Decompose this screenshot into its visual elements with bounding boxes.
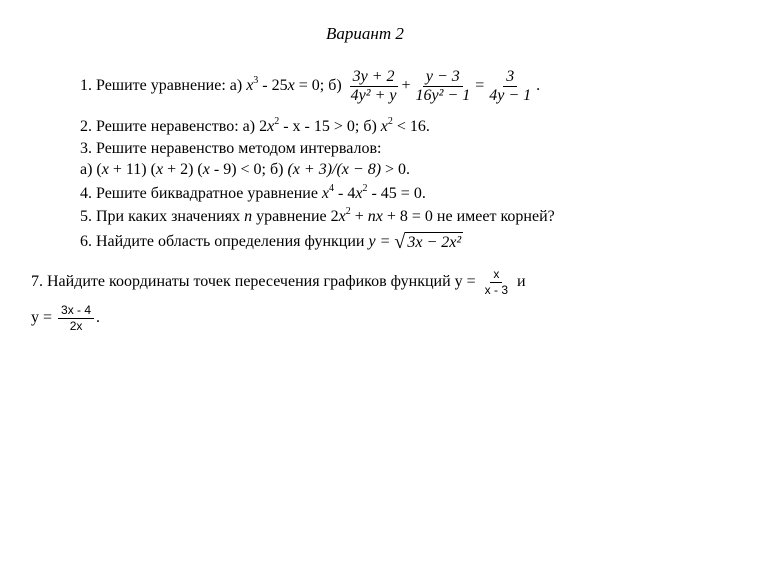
task-1-fraction-3	[486, 68, 534, 105]
task-1-rest: - 25	[258, 77, 288, 95]
equals-sign: =	[475, 77, 485, 95]
task-5-mid2: +	[350, 208, 368, 225]
fraction-denominator: 4y − 1	[489, 87, 532, 104]
task-3-fraction-expression: (x + 3)/(x − 8)	[287, 161, 382, 178]
task-2-pow2: 2	[387, 116, 393, 127]
task-3-part: > 0.	[381, 161, 411, 178]
task-4-text: 4. Решите биквадратное уравнение	[80, 185, 322, 202]
task-1-var: x	[246, 77, 254, 95]
task-3-part: - 9) < 0; б)	[209, 161, 288, 178]
task-1-fraction-1	[348, 68, 400, 105]
task-4-pow2: 2	[362, 183, 368, 194]
task-6-y: y =	[368, 233, 395, 250]
task-7-and: и	[513, 273, 526, 291]
fraction-numerator: 3x - 4	[58, 303, 94, 319]
task-4-mid: - 4	[334, 185, 356, 202]
task-1-text: 1. Решите уравнение: а)	[80, 77, 243, 95]
task-2-var2: x	[380, 118, 388, 135]
task-4	[80, 184, 426, 204]
task-3-line-2	[80, 160, 410, 180]
task-5-text: 5. При каких значениях	[80, 208, 245, 225]
radical-icon: √	[394, 231, 406, 254]
task-7-text: 7. Найдите координаты точек пересечения графиков функций y =	[31, 273, 480, 291]
task-2-mid: - x - 15 > 0; б)	[279, 118, 381, 135]
fraction-denominator: x - 3	[484, 283, 509, 297]
task-3-part: + 11) (	[108, 161, 156, 178]
variant-title: Вариант 2	[326, 24, 404, 43]
task-5-pow: 2	[345, 206, 351, 217]
task-3-line-1: 3. Решите неравенство методом интервалов:	[80, 140, 382, 157]
plus-sign: +	[401, 77, 411, 95]
task-1-fraction-2	[413, 68, 474, 105]
task-6	[80, 232, 463, 252]
task-5-nx: nx	[367, 208, 383, 225]
radicand: 3x − 2x²	[407, 234, 462, 252]
fraction-denominator: 2x	[69, 319, 83, 333]
task-7-fraction-2	[58, 303, 94, 334]
task-3-var: x	[202, 161, 210, 178]
fraction-numerator: x	[490, 267, 502, 283]
task-1-var2: x	[287, 77, 295, 95]
task-7-y: y =	[31, 309, 57, 327]
task-2-var: x	[267, 118, 275, 135]
task-4-pow: 4	[329, 183, 335, 194]
task-5-n: n	[244, 208, 253, 225]
task-1-pow: 3	[253, 75, 259, 87]
fraction-numerator: y − 3	[423, 68, 463, 87]
task-1	[80, 68, 540, 105]
square-root	[394, 232, 463, 252]
task-4-var2: x	[355, 185, 363, 202]
fraction-numerator: 3	[503, 68, 517, 87]
task-2-end: < 16.	[392, 118, 430, 135]
fraction-numerator: 3y + 2	[350, 68, 398, 87]
task-3-part: + 2) (	[163, 161, 203, 178]
task-5-end: + 8 = 0 не имеет корней?	[382, 208, 555, 225]
task-1-end-a: = 0; б)	[294, 77, 342, 95]
task-4-end: - 45 = 0.	[367, 185, 426, 202]
task-2-pow: 2	[274, 116, 280, 127]
task-4-var: x	[321, 185, 330, 202]
task-7-end: .	[96, 309, 101, 327]
task-3-part: а) (	[80, 161, 102, 178]
fraction-denominator: 4y² + y	[350, 87, 397, 104]
task-3-var: x	[155, 161, 164, 178]
task-6-text: 6. Найдите область определения функции	[80, 233, 369, 250]
task-3-var: x	[101, 161, 109, 178]
task-7-line-1	[31, 267, 526, 298]
task-2-text: 2. Решите неравенство: а) 2	[80, 118, 268, 135]
task-7-line-2	[31, 303, 100, 334]
task-5	[80, 207, 555, 227]
task-5-var: x	[338, 208, 346, 225]
fraction-denominator: 16y² − 1	[415, 87, 471, 104]
task-1-end: .	[536, 77, 541, 95]
task-7-fraction-1	[482, 267, 511, 298]
task-2	[80, 117, 430, 137]
task-5-mid: уравнение 2	[252, 208, 339, 225]
